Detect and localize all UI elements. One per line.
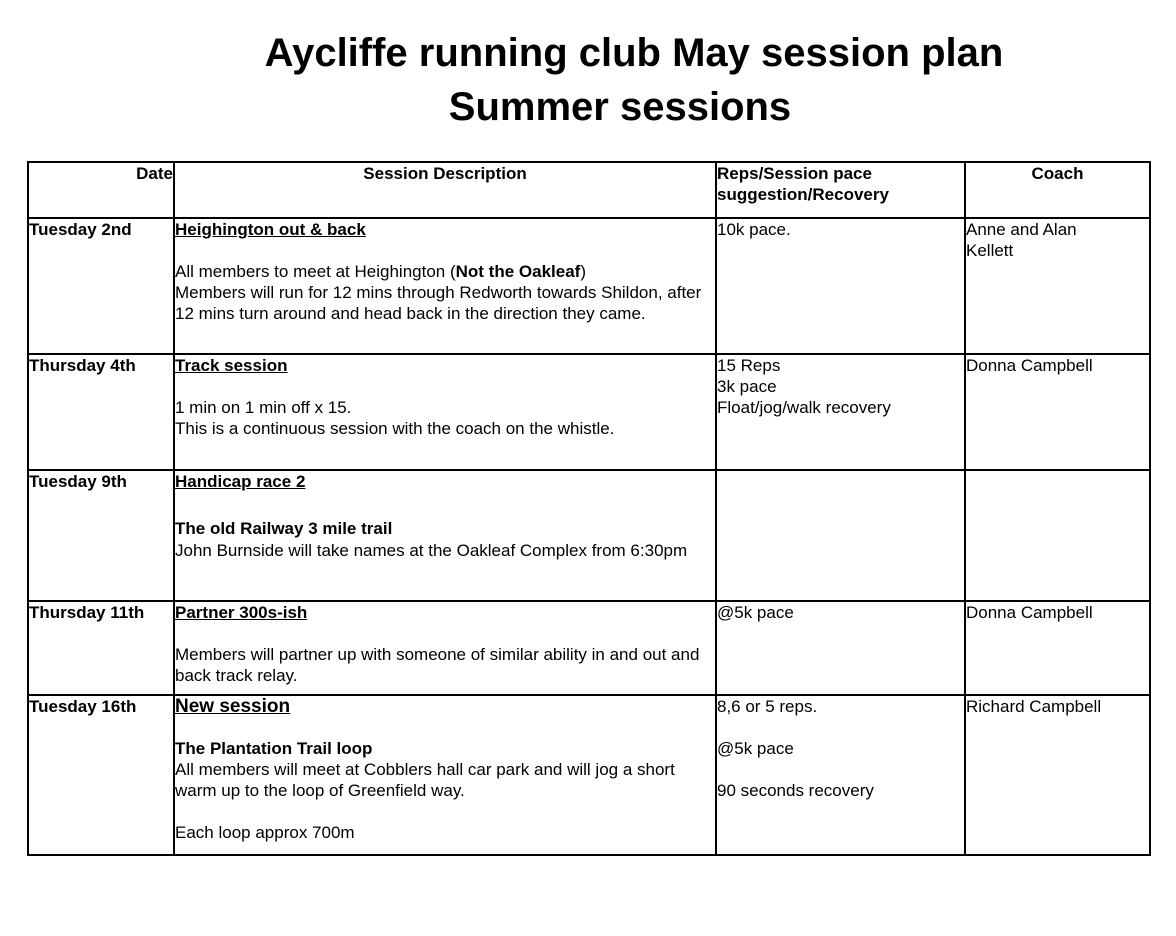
session-reps: 10k pace.	[716, 218, 965, 354]
table-row	[28, 470, 1150, 601]
session-description	[174, 601, 716, 695]
session-title: Partner 300s-ish	[175, 603, 308, 622]
header-reps	[716, 162, 965, 218]
session-date: Thursday 11th	[28, 601, 174, 695]
session-title: Track session	[175, 356, 288, 375]
session-date: Thursday 4th	[28, 354, 174, 470]
session-coach	[965, 218, 1150, 354]
session-coach	[965, 470, 1150, 601]
session-subtitle: The Plantation Trail loop	[175, 739, 373, 758]
reps-pace: @5k pace	[717, 739, 794, 758]
coach-line1: Anne and Alan	[966, 220, 1077, 239]
table-row	[28, 354, 1150, 470]
session-title: Handicap race 2	[175, 472, 306, 491]
session-coach: Donna Campbell	[965, 354, 1150, 470]
session-description	[174, 470, 716, 601]
coach-line2: Kellett	[966, 241, 1014, 260]
session-text: 1 min on 1 min off x 15.	[175, 398, 352, 417]
session-text: Each loop approx 700m	[175, 823, 355, 842]
header-description: Session Description	[174, 162, 716, 218]
session-reps	[716, 695, 965, 855]
header-reps-line2: suggestion/Recovery	[717, 185, 889, 204]
session-text: All members will meet at Cobblers hall car park and will jog a short warm up to the loop of Greenfield way.	[175, 760, 675, 800]
session-title: Heighington out & back	[175, 220, 366, 239]
table-row	[28, 601, 1150, 695]
table-row	[28, 218, 1150, 354]
session-text: Members will run for 12 mins through Redworth towards Shildon, after 12 mins turn around and head back in the direction they came.	[175, 283, 702, 323]
session-subtitle: The old Railway 3 mile trail	[175, 519, 393, 538]
reps-count: 8,6 or 5 reps.	[717, 697, 818, 716]
header-coach: Coach	[965, 162, 1150, 218]
session-text: This is a continuous session with the coach on the whistle.	[175, 419, 615, 438]
session-text: John Burnside will take names at the Oakleaf Complex from 6:30pm	[175, 541, 688, 560]
session-date: Tuesday 9th	[28, 470, 174, 601]
session-coach: Donna Campbell	[965, 601, 1150, 695]
session-reps: @5k pace	[716, 601, 965, 695]
reps-recovery: 90 seconds recovery	[717, 781, 874, 800]
session-coach: Richard Campbell	[965, 695, 1150, 855]
session-date: Tuesday 16th	[28, 695, 174, 855]
page-subtitle: Summer sessions	[448, 85, 792, 129]
session-description	[174, 218, 716, 354]
table-row	[28, 695, 1150, 855]
page-title: Aycliffe running club May session plan	[264, 31, 1004, 75]
reps-count: 15 Reps	[717, 356, 781, 375]
table-header-row	[28, 162, 1150, 218]
meeting-text-end: )	[580, 262, 586, 281]
header-date: Date	[28, 162, 174, 218]
session-date: Tuesday 2nd	[28, 218, 174, 354]
session-title: New session	[175, 696, 291, 717]
session-plan-table	[27, 161, 1151, 856]
session-reps	[716, 354, 965, 470]
session-meeting-line	[175, 261, 715, 282]
reps-pace: 3k pace	[717, 377, 777, 396]
meeting-text: All members to meet at Heighington (	[175, 262, 456, 281]
session-reps	[716, 470, 965, 601]
header-reps-line1: Reps/Session pace	[717, 164, 872, 183]
reps-recovery: Float/jog/walk recovery	[717, 398, 891, 417]
session-description	[174, 354, 716, 470]
session-text: Members will partner up with someone of similar ability in and out and back track relay.	[175, 645, 700, 685]
meeting-emphasis: Not the Oakleaf	[455, 262, 581, 281]
session-description	[174, 695, 716, 855]
